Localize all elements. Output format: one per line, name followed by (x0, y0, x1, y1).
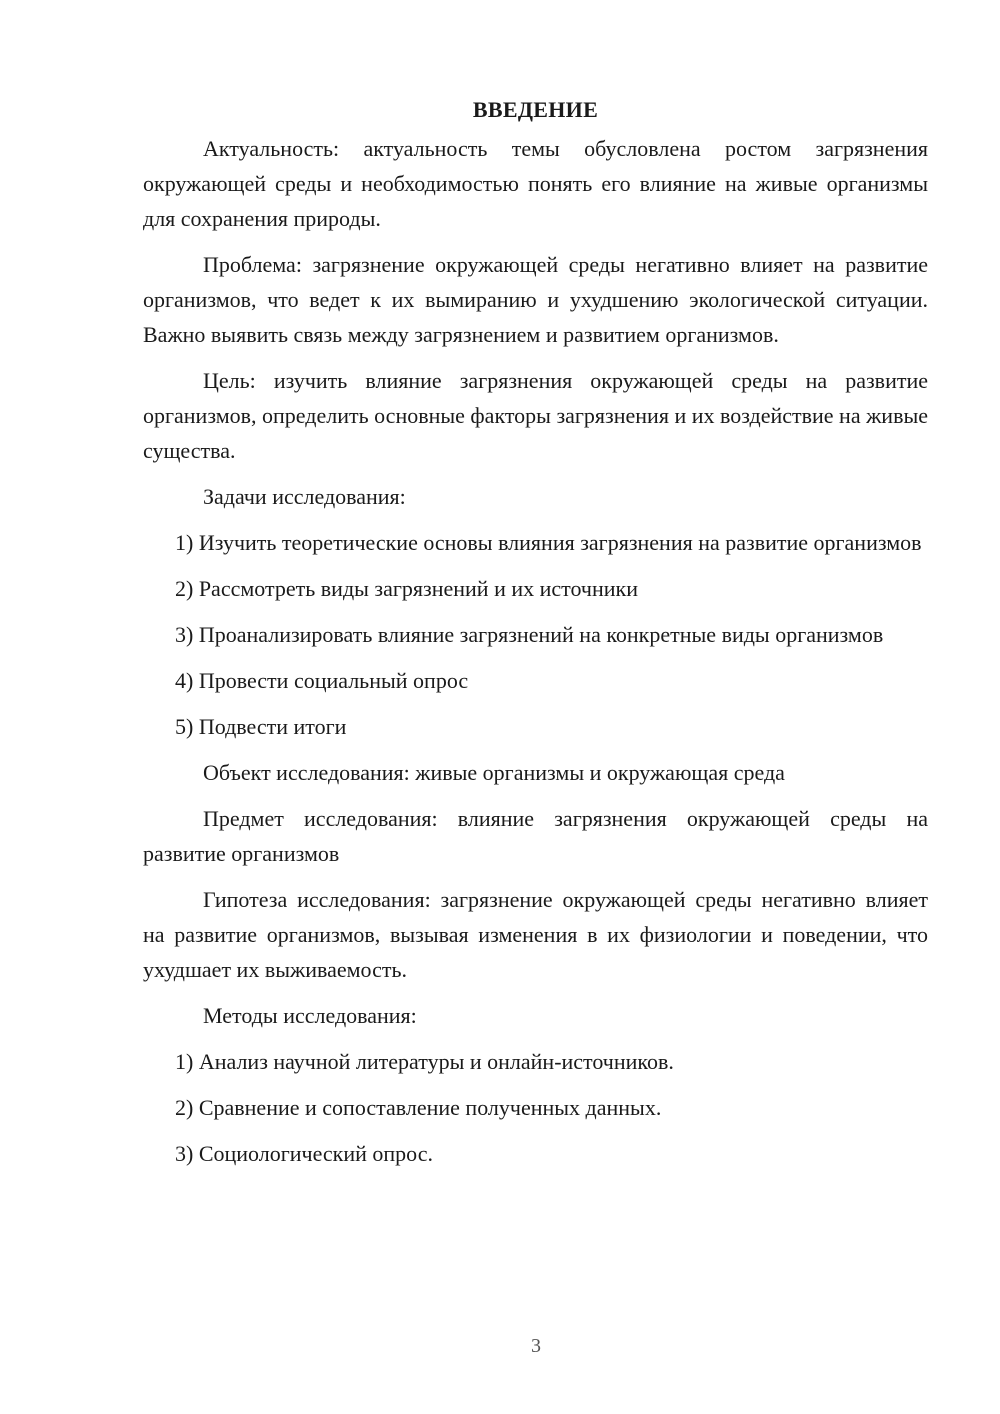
page-number: 3 (531, 1335, 541, 1357)
paragraph-methods-heading: Методы исследования: (203, 1003, 417, 1028)
list-item-method-2: 2) Сравнение и сопоставление полученных данных. (175, 1095, 662, 1120)
list-item-task-2: 2) Рассмотреть виды загрязнений и их источники (175, 576, 638, 601)
list-item-task-4: 4) Провести социальный опрос (175, 668, 469, 693)
document-page (143, 92, 928, 1182)
document-title: ВВЕДЕНИЕ (472, 97, 599, 122)
paragraph-goal: Цель: изучить влияние загрязнения окружающей среды на развитие организмов, определить основные факторы загрязнения и их воздействие на живые существа. (143, 368, 928, 463)
paragraph-hypothesis: Гипотеза исследования: загрязнение окружающей среды негативно влияет на развитие организмов, вызывая изменения в их физиологии и поведении, что ухудшает их выживаемость. (143, 887, 928, 982)
paragraph-problem: Проблема: загрязнение окружающей среды негативно влияет на развитие организмов, что ведет к их вымиранию и ухудшению экологической ситуации. Важно выявить связь между загрязнением и развитием организмов. (143, 252, 928, 347)
paragraph-subject: Предмет исследования: влияние загрязнения окружающей среды на развитие организмов (143, 806, 928, 866)
list-item-task-5: 5) Подвести итоги (175, 714, 347, 739)
paragraph-relevance: Актуальность: актуальность темы обусловлена ростом загрязнения окружающей среды и необходимостью понять его влияние на живые организмы для сохранения природы. (143, 136, 928, 231)
paragraph-object: Объект исследования: живые организмы и окружающая среда (203, 760, 785, 785)
list-item-task-3: 3) Проанализировать влияние загрязнений на конкретные виды организмов (175, 622, 884, 647)
paragraph-tasks-heading: Задачи исследования: (203, 484, 406, 509)
list-item-method-1: 1) Анализ научной литературы и онлайн-источников. (175, 1049, 674, 1074)
list-item-method-3: 3) Социологический опрос. (175, 1141, 433, 1166)
list-item-task-1: 1) Изучить теоретические основы влияния загрязнения на развитие организмов (175, 530, 922, 555)
